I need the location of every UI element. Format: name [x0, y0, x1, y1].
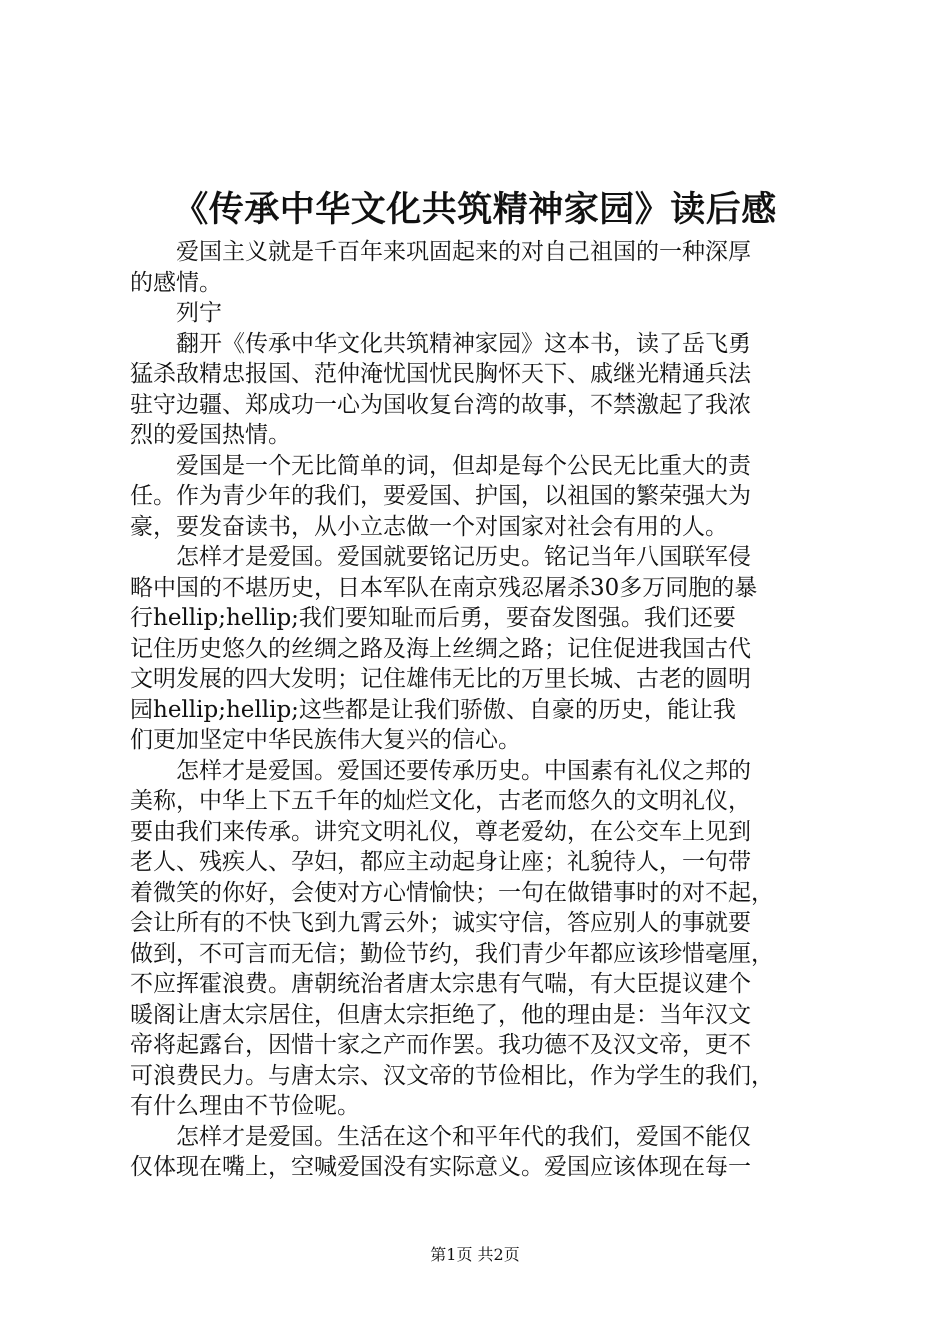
text-line: 美称，中华上下五千年的灿烂文化，古老而悠久的文明礼仪， — [130, 788, 751, 814]
text-line: 豪，要发奋读书，从小立志做一个对国家对社会有用的人。 — [130, 513, 728, 540]
text-line: 怎样才是爱国。爱国还要传承历史。中国素有礼仪之邦的 — [130, 757, 751, 784]
text-line: 爱国主义就是千百年来巩固起来的对自己祖国的一种深厚 — [130, 239, 751, 265]
text-line: 要由我们来传承。讲究文明礼仪，尊老爱幼，在公交车上见到 — [130, 818, 751, 845]
text-line: 爱国是一个无比简单的词，但却是每个公民无比重大的责 — [130, 452, 751, 479]
page-title: 《传承中华文化共筑精神家园》读后感 — [173, 189, 777, 230]
text-line: 行hellip;hellip;我们要知耻而后勇，要奋发图强。我们还要 — [130, 605, 736, 631]
text-line: 任。作为青少年的我们，要爱国、护国，以祖国的繁荣强大为 — [130, 483, 751, 509]
text-line: 帝将起露台，因惜十家之产而作罢。我功德不及汉文帝，更不 — [130, 1032, 751, 1058]
text-line: 园hellip;hellip;这些都是让我们骄傲、自豪的历史，能让我 — [130, 696, 736, 723]
text-line: 怎样才是爱国。生活在这个和平年代的我们，爱国不能仅 — [130, 1123, 751, 1150]
text-line: 做到，不可言而无信；勤俭节约，我们青少年都应该珍惜毫厘， — [130, 940, 774, 967]
text-line: 仅体现在嘴上，空喊爱国没有实际意义。爱国应该体现在每一 — [130, 1154, 751, 1180]
text-line: 略中国的不堪历史，日本军队在南京残忍屠杀30多万同胞的暴 — [130, 574, 758, 601]
text-line: 记住历史悠久的丝绸之路及海上丝绸之路；记住促进我国古代 — [130, 635, 751, 662]
text-line: 着微笑的你好，会使对方心情愉快；一句在做错事时的对不起， — [130, 879, 774, 906]
text-line: 驻守边疆、郑成功一心为国收复台湾的故事，不禁激起了我浓 — [130, 391, 751, 418]
text-line: 们更加坚定中华民族伟大复兴的信心。 — [130, 727, 521, 753]
text-line: 文明发展的四大发明；记住雄伟无比的万里长城、古老的圆明 — [130, 666, 751, 692]
text-line: 烈的爱国热情。 — [130, 422, 291, 448]
text-line: 有什么理由不节俭呢。 — [130, 1093, 360, 1119]
text-line: 的感情。 — [130, 269, 222, 296]
text-line: 可浪费民力。与唐太宗、汉文帝的节俭相比，作为学生的我们， — [130, 1062, 774, 1089]
text-line: 翻开《传承中华文化共筑精神家园》这本书，读了岳飞勇 — [130, 330, 751, 357]
page-footer: 第1页 共2页 — [430, 1245, 520, 1264]
text-line: 怎样才是爱国。爱国就要铭记历史。铭记当年八国联军侵 — [130, 544, 751, 570]
text-line: 暖阁让唐太宗居住，但唐太宗拒绝了，他的理由是：当年汉文 — [130, 1001, 751, 1028]
text-line: 不应挥霍浪费。唐朝统治者唐太宗患有气喘，有大臣提议建个 — [130, 971, 751, 997]
text-line: 老人、残疾人、孕妇，都应主动起身让座；礼貌待人，一句带 — [130, 849, 751, 875]
text-line: 会让所有的不快飞到九霄云外；诚实守信，答应别人的事就要 — [130, 910, 751, 936]
body-text — [130, 237, 830, 1183]
text-line: 猛杀敌精忠报国、范仲淹忧国忧民胸怀天下、戚继光精通兵法 — [130, 361, 751, 387]
text-line: 列宁 — [130, 300, 222, 326]
